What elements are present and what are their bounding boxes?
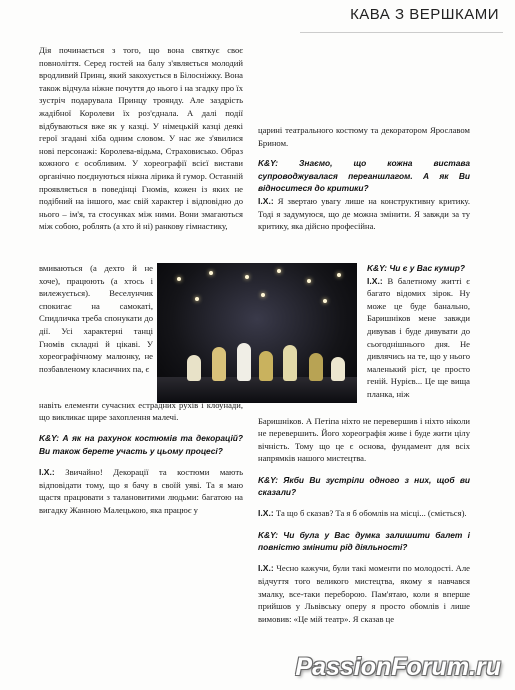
interview-question: K&Y: Чи є у Вас кумир? <box>367 263 465 273</box>
answer-label: І.Х.: <box>258 195 274 206</box>
site-watermark: PassionForum.ru <box>295 653 501 681</box>
ballet-photo <box>157 263 357 403</box>
stage-light <box>195 297 199 301</box>
interview-answer <box>258 195 470 233</box>
dancer-figure <box>331 357 345 381</box>
article-paragraph: навіть елементи сучасних естрадних рухів і клоунади, що викликає щире захоплення малечі. <box>39 399 243 423</box>
stage-light <box>277 269 281 273</box>
interview-answer <box>258 507 470 520</box>
interview-answer <box>367 275 470 401</box>
answer-label: І.Х.: <box>367 275 383 286</box>
answer-text: В балетному житті є багато відомих зірок. Ну може це буде банально, Баришніков мене завжди дивував і буде дивувати до сьогоднішнього дня. Не дивлячись на те, що у нього маленький ріст, це просто геній. Нурієв... Це ще вища планка, ніж <box>367 275 470 399</box>
interview-question: K&Y: Чи була у Вас думка залишити балет і повністю змінити рід діяльності? <box>258 529 470 553</box>
wrap-text-right <box>367 262 470 401</box>
article-left-column <box>39 44 243 233</box>
answer-label: І.Х.: <box>39 467 55 478</box>
answer-continuation: Баришніков. А Петіпа ніхто не перевершив і ніхто ніколи не перевершить. Його хореографія живе і буде жити цілу вічність. Тому що це є основа, фундамент для всіх напрямків нашого мистецтва. <box>258 415 470 464</box>
wrap-text-left: вмиваються (а дехто й не хоче), працюють (а хтось і вилежується). Веселунчик спокигає на самокаті, Спидличка треба спонукати до дії. Усі характерні танці Гномів складні й цікаві. У хореографічному малюнку, не позбавленому класичних па, є <box>39 263 153 374</box>
stage-light <box>307 279 311 283</box>
header-divider <box>300 32 503 33</box>
dancer-figure <box>259 351 273 381</box>
dancer-figure <box>309 353 323 381</box>
article-left-bottom <box>39 390 243 525</box>
stage-light <box>323 299 327 303</box>
interview-question: K&Y: Якби Ви зустріли одного з них, щоб ви сказали? <box>258 474 470 498</box>
dancer-figure <box>187 355 201 381</box>
stage-light <box>209 271 213 275</box>
answer-text: Чесно кажучи, були такі моменти по молодості. Але відчуття того великого мистецтва, якому я навчався змалку, все-таки переборою. Пам'ятаю, коли я вперше прийшов у Львівську оперу я просто обомлів і лише вимовив: «Це мій театр». Я сказав це <box>258 563 470 624</box>
interview-question: K&Y: А як на рахунок костюмів та декорацій? Ви також берете участь у цьому процесі? <box>39 433 243 456</box>
dancer-figure <box>237 343 251 381</box>
stage-light <box>337 273 341 277</box>
answer-text: Я звертаю увагу лише на конструктивну критику. Тоді я задумуюся, що де можна змінити. Я завжди за ту критику, яка дійсно професійна. <box>258 195 470 232</box>
interview-answer <box>258 562 470 625</box>
article-paragraph: царині театрального костюму та декоратором Ярославом Брином. <box>258 125 470 148</box>
article-right-column <box>258 124 470 233</box>
stage-light <box>261 293 265 297</box>
dancer-figure <box>212 347 226 381</box>
answer-text: Звичайно! Декорації та костюми мають відповідати тому, що я бачу в своїй уяві. Та я маю щастя працювати з талановитими людьми: багатою на вигадку Жанною Малецькою, яка працює у <box>39 467 243 515</box>
article-paragraph: Дія починається з того, що вона святкує своє повноліття. Серед гостей на балу з'являється молодий вродливий Принц, який закохується в Білосніжку. Вона також відчула ніжне почуття до нього і на згадку про їх зустріч подарувала Принцу троянду. Але заздрість жадібної Королеви їх роз'єднала. А далі події відбуваються вже як у казці. У німецькій казці деякі герої згадані хіба одним словом. У нас же з'явилися нові персонажі: Королева-відьма, Страховисько. Образ кожного є особливим. У хореографії всієї вистави органічно поєднуються ніжна лірика й гумор. Останній проявляється в поведінці Гномів, кожен із яких не подібний на іншого, має свій характер і відповідно до нього – ім'я, та стосунках між ними. Вони змагаються між собою, роблять (а хто й ні) ранкову гімнастику, <box>39 45 243 232</box>
answer-label: І.Х.: <box>258 563 274 574</box>
section-title: КАВА З ВЕРШКАМИ <box>350 6 499 23</box>
answer-label: І.Х.: <box>258 508 274 519</box>
answer-text: Та що б сказав? Та я б обомлів на місці... (сміється). <box>275 508 467 519</box>
stage-light <box>177 277 181 281</box>
article-right-bottom <box>258 406 470 634</box>
interview-answer <box>39 466 243 516</box>
dancer-figure <box>283 345 297 381</box>
stage-light <box>245 275 249 279</box>
interview-question: K&Y: Знаємо, що кожна вистава супроводжувалася переаншлагом. А як Ви відноситеся до критики? <box>258 158 470 194</box>
